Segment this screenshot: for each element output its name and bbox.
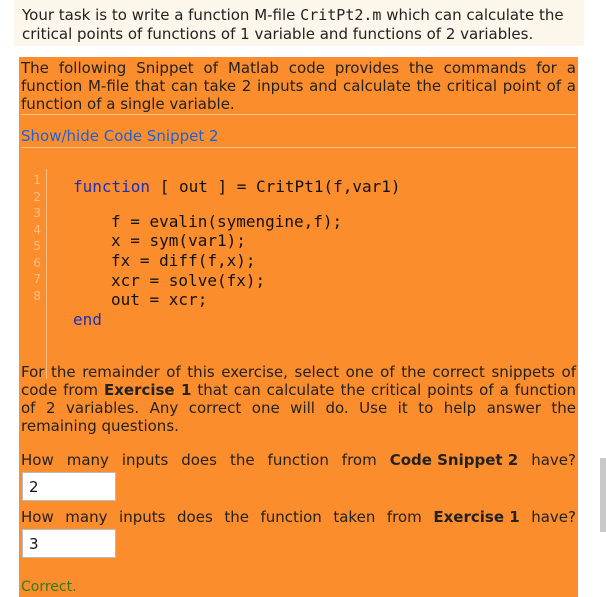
task-intro [14,0,584,46]
remainder-text-part1: For the remainder of this exercise, select one of the correct snippets of code from [21,363,576,399]
question-1 [21,451,576,469]
scrollbar-thumb[interactable] [600,458,606,532]
exercise-panel [19,57,578,597]
question-2 [21,508,576,526]
code-line-3: f = evalin(symengine,f); [111,212,343,231]
question-word: the [224,508,249,526]
code-line-1 [73,177,401,196]
end-keyword: end [73,310,102,329]
code-snippet [19,165,578,385]
question-word: from [341,451,377,469]
intro-filename: CritPt2.m [300,6,382,24]
line-number: 7 [33,272,41,286]
code-line-5: fx = diff(f,x); [111,251,256,270]
question-word: does [177,508,213,526]
function-keyword: function [73,177,151,196]
show-hide-code-snippet-link[interactable]: Show/hide Code Snippet 2 [21,127,576,148]
question-bold-ref: Exercise 1 [433,508,520,526]
line-number: 1 [33,173,41,187]
question-word: inputs [119,508,166,526]
question-word: does [181,451,217,469]
remainder-exercise-ref: Exercise 1 [103,381,192,399]
feedback-correct: Correct. [21,579,77,595]
intro-text-part2: which can calculate the critical points of functions of 1 variable and functions of 2 variables. [22,6,564,43]
code-line-4: x = sym(var1); [111,231,246,250]
question-bold-ref: Code Snippet 2 [389,451,519,469]
question-word: taken [333,508,376,526]
function-signature: [ out ] = CritPt1(f,var1) [150,177,401,196]
line-number: 4 [33,222,41,237]
question-word: many [65,508,108,526]
question-word: How [21,508,54,526]
question-word: function [267,451,329,469]
question-word: many [66,451,109,469]
snippet-description: The following Snippet of Matlab code provides the commands for a function M-file that can take 2 inputs and calculate the critical point of a function of a single variable. [21,59,576,113]
line-number: 2 [33,189,41,204]
question-word: How [21,451,54,469]
question-word: have? [531,451,576,469]
code-line-6: xcr = solve(fx); [111,271,266,290]
intro-text-part1: Your task is to write a function M-file [22,6,301,24]
remainder-text-part2: that can calculate the critical points of a function of 2 variables. Any correct one will do. Use it to help answer the remaining questions. [21,381,576,435]
line-number: 5 [33,239,41,253]
answer-input-2[interactable]: 3 [22,529,116,558]
answer-input-1[interactable]: 2 [22,472,116,501]
question-word: function [260,508,322,526]
code-line-7: out = xcr; [111,290,208,309]
line-number: 8 [33,288,41,303]
question-word: the [229,451,255,469]
line-number: 3 [33,206,41,220]
remainder-instructions [21,363,576,435]
line-number: 6 [33,255,41,270]
question-word: have? [531,508,576,526]
question-word: inputs [121,451,169,469]
question-word: from [386,508,422,526]
